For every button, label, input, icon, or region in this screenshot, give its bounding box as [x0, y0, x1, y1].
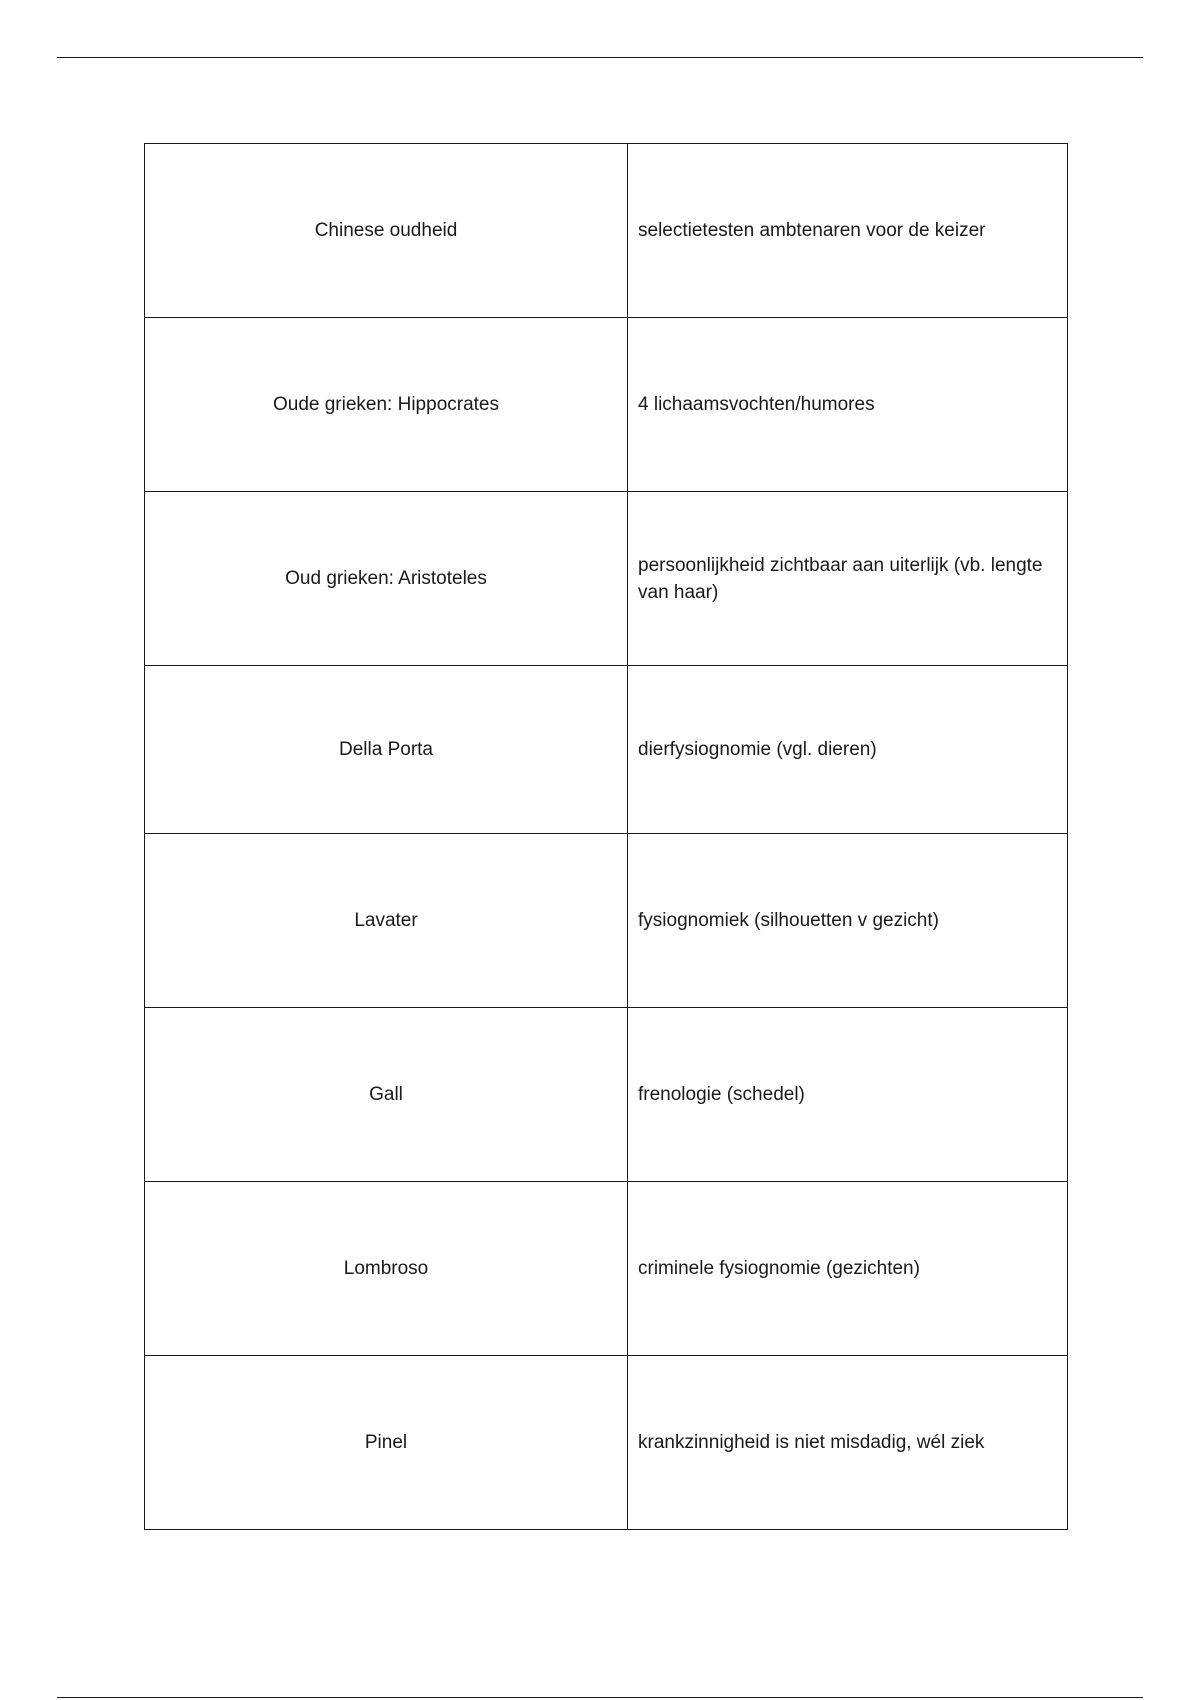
- definition-cell: fysiognomiek (silhouetten v gezicht): [628, 834, 1068, 1008]
- term-cell: Oud grieken: Aristoteles: [145, 492, 628, 666]
- table-row: [145, 318, 1068, 492]
- term-cell: Lombroso: [145, 1182, 628, 1356]
- flashcard-table: [144, 143, 1068, 1530]
- table-row: [145, 492, 1068, 666]
- table-row: [145, 666, 1068, 834]
- definition-cell: krankzinnigheid is niet misdadig, wél ziek: [628, 1356, 1068, 1530]
- definition-cell: dierfysiognomie (vgl. dieren): [628, 666, 1068, 834]
- term-cell: Oude grieken: Hippocrates: [145, 318, 628, 492]
- table-row: [145, 1008, 1068, 1182]
- table-row: [145, 1356, 1068, 1530]
- term-cell: Pinel: [145, 1356, 628, 1530]
- table-row: [145, 1182, 1068, 1356]
- header-rule: [57, 57, 1143, 58]
- term-cell: Lavater: [145, 834, 628, 1008]
- definition-cell: criminele fysiognomie (gezichten): [628, 1182, 1068, 1356]
- term-cell: Gall: [145, 1008, 628, 1182]
- table-row: [145, 144, 1068, 318]
- definition-cell: frenologie (schedel): [628, 1008, 1068, 1182]
- term-cell: Chinese oudheid: [145, 144, 628, 318]
- definition-cell: persoonlijkheid zichtbaar aan uiterlijk (vb. lengte van haar): [628, 492, 1068, 666]
- definition-cell: selectietesten ambtenaren voor de keizer: [628, 144, 1068, 318]
- footer-rule: [57, 1697, 1143, 1698]
- flashcard-table-container: [144, 143, 1068, 1530]
- term-cell: Della Porta: [145, 666, 628, 834]
- definition-cell: 4 lichaamsvochten/humores: [628, 318, 1068, 492]
- table-row: [145, 834, 1068, 1008]
